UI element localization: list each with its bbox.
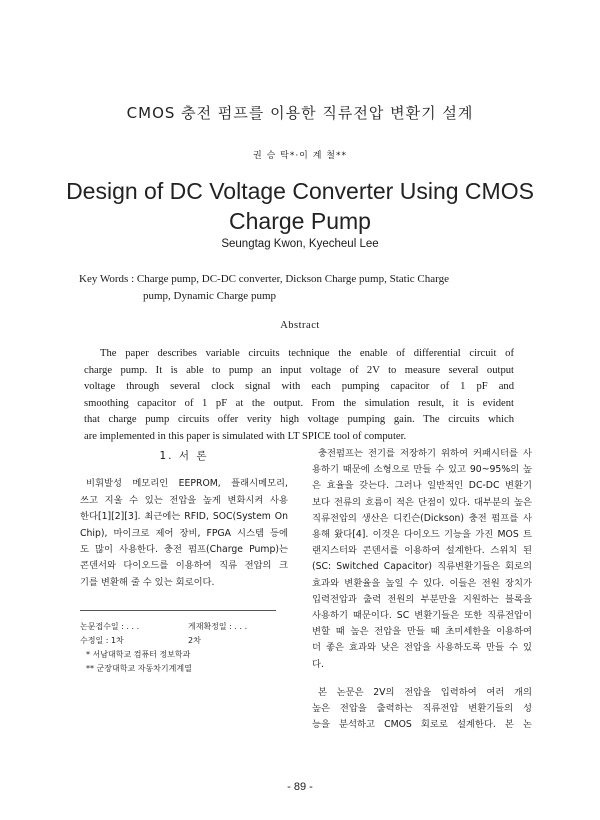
confirmed-date: 게재확정일 : . . . [188, 622, 248, 631]
affiliation-2: ** 군장대학교 자동차기계계열 [86, 664, 192, 673]
abstract-line: voltage through several clock signal with each pumping capacitor of 1 pF and [84, 381, 514, 393]
footnote-revision-row [80, 634, 280, 648]
section-heading-introduction: 1. 서 론 [159, 450, 209, 462]
body-line: 용하기 때문에 소형으로 만들 수 있고 90~95%의 높 [312, 464, 532, 476]
body-line: 한다[1][2][3]. 최근에는 RFID, SOC(System On [80, 511, 288, 523]
right-paragraph-1 [312, 446, 532, 673]
body-line: 입력전압과 출력 전원의 부분만을 지원하는 블록을 [312, 593, 532, 605]
body-line: 다. [312, 658, 324, 670]
affiliation-1: * 서남대학교 컴퓨터 정보학과 [86, 650, 191, 659]
body-line: 콘덴서와 다이오드를 이용하여 직류 전압의 크 [80, 560, 288, 572]
footnote-divider [80, 610, 276, 611]
body-line: 능을 분석하고 CMOS 회로로 설계한다. 본 논 [312, 719, 532, 731]
body-line: 기를 변환해 줄 수 있는 회로이다. [80, 576, 215, 588]
abstract-line: charge pump. It is able to pump an input voltage of 2V to measure several output [84, 364, 514, 376]
footnote-block [80, 620, 280, 676]
abstract-line: The paper describes variable circuits technique the enable of differential circuit of [100, 348, 514, 359]
body-line: 직류전압의 생산은 디킨슨(Dickson) 충전 펌프를 사 [312, 512, 532, 524]
abstract-line: that charge pump circuits offer verity high voltage pumping gain. The circuits which [84, 414, 514, 426]
keywords-block [79, 271, 539, 305]
right-column [312, 446, 532, 733]
korean-title: CMOS 충전 펌프를 이용한 직류전압 변환기 설계 [126, 104, 474, 122]
intro-paragraph [80, 476, 288, 591]
revision-second: 2차 [188, 636, 201, 645]
body-line: 충전펌프는 전기를 저장하기 위하여 커패시터를 사 [318, 448, 532, 459]
body-line: Chip), 마이크로 제어 장비, FPGA 시스템 등에 [80, 527, 288, 539]
body-line: 효과와 변환율을 높일 수 있다. 이들은 전원 장치가 [312, 577, 532, 589]
footnote-dates-row [80, 620, 280, 634]
revision-first: 수정일 : 1차 [80, 636, 124, 645]
english-authors: Seungtag Kwon, Kyecheul Lee [221, 238, 379, 250]
body-line: 본 논문은 2V의 전압을 입력하여 여러 개의 [318, 686, 532, 698]
korean-authors: 권 승 탁*·이 계 철** [253, 151, 347, 161]
left-column [80, 448, 288, 591]
english-title [60, 176, 540, 236]
keywords-label: Key Words : [79, 273, 137, 285]
abstract-heading: Abstract [280, 320, 320, 331]
body-line: 도 많이 사용한다. 충전 펌프(Charge Pump)는 [80, 544, 288, 556]
received-date: 논문접수일 : . . . [80, 622, 140, 631]
body-line: (SC: Switched Capacitor) 직류변환기들은 회로의 [312, 561, 532, 573]
body-line: 보다 전류의 흐름이 적은 단점이 있다. 대부분의 높은 [312, 496, 532, 508]
body-line: 더 좋은 효과와 낮은 전압을 사용하도록 만들 수 있 [312, 642, 532, 654]
abstract-line: are implemented in this paper is simulated with LT SPICE tool of computer. [84, 430, 407, 442]
english-title-line1: Design of DC Voltage Converter Using CMOS [66, 178, 534, 204]
body-line: 용해 왔다[4]. 이것은 다이오드 기능을 가진 MOS 트 [312, 529, 532, 541]
keywords-line2: pump, Dynamic Charge pump [143, 290, 276, 302]
english-title-line2: Charge Pump [229, 208, 371, 234]
body-line: 쓰고 지울 수 있는 전압을 높게 변화시켜 사용 [80, 494, 288, 506]
body-line: 사용하기 때문이다. SC 변환기들은 또한 직류전압이 [312, 610, 532, 622]
right-paragraph-2 [312, 685, 532, 734]
body-line: 은 효율을 갖는다. 그러나 일반적인 DC-DC 변환기 [312, 480, 532, 492]
body-line: 랜지스터와 콘덴서를 이용하여 설계한다. 스위치 된 [312, 545, 532, 557]
body-line: 비휘발성 메모리인 EEPROM, 플래시메모리, [86, 478, 288, 490]
body-line: 높은 전압을 출력하는 직류전압 변환기들의 성 [312, 703, 532, 715]
abstract-body [84, 346, 514, 446]
body-line: 변할 때 높은 전압을 만들 때 초미세한을 이용하여 [312, 626, 532, 638]
keywords-line1: Charge pump, DC-DC converter, Dickson Charge pump, Static Charge [136, 273, 449, 285]
abstract-line: smoothing capacitor of 1 pF at the output. From the simulation result, it is evident [84, 397, 514, 409]
page-number: - 89 - [287, 781, 313, 793]
